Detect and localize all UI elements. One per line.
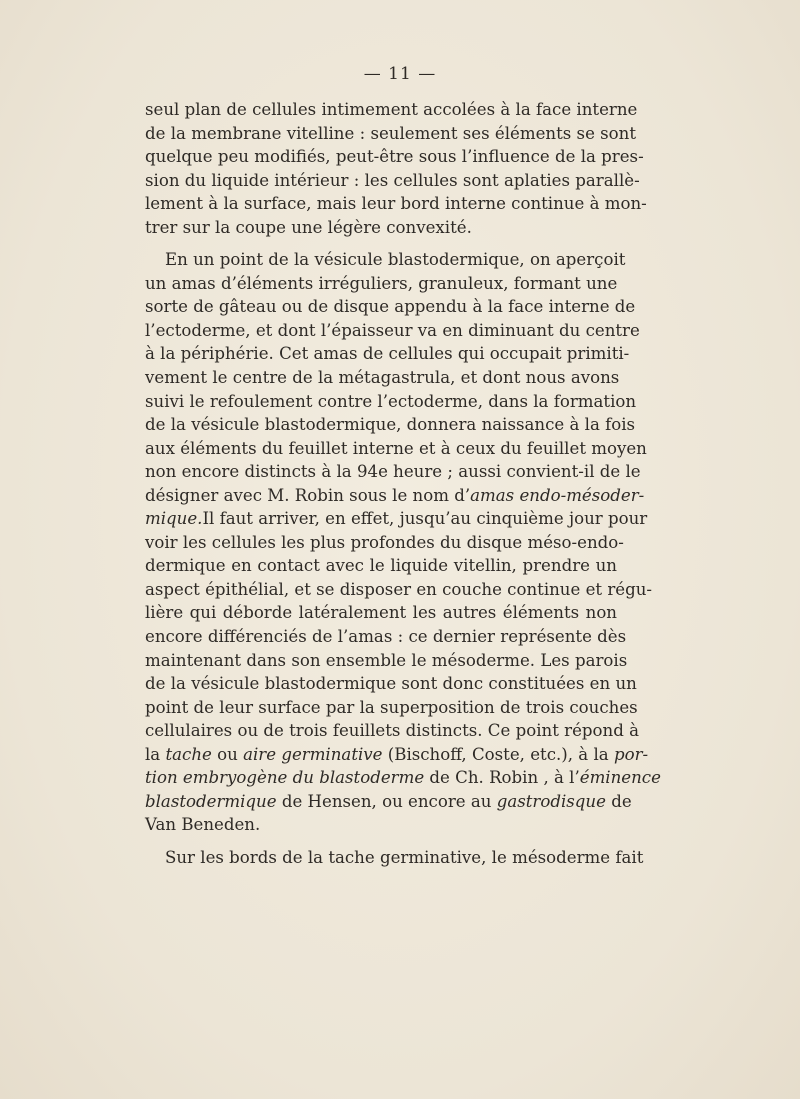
text-line (145, 507, 648, 531)
text-line: sion du liquide intérieur : les cellules sont aplaties parallè- (145, 170, 640, 190)
text-fragment: désigner avec M. Robin sous le nom d’ (145, 485, 471, 505)
italic-term: tache (165, 744, 212, 764)
text-line: suivi le refoulement contre l’ectoderme, dans la formation (145, 391, 637, 411)
text-line (145, 766, 661, 790)
italic-term: aire germinative (243, 744, 383, 764)
text-line: Van Beneden. (145, 815, 261, 835)
text-line: dermique en contact avec le liquide vitellin, prendre un (145, 556, 617, 576)
italic-term: mique. (145, 509, 203, 529)
italic-term: por- (613, 744, 649, 764)
text-line: En un point de la vésicule blastodermique, on aperçoit (165, 250, 626, 270)
text-line: un amas d’éléments irréguliers, granuleux, formant une (145, 273, 618, 293)
text-line: vement le centre de la métagastrula, et dont nous avons (145, 368, 620, 388)
text-line: de la vésicule blastodermique, donnera naissance à la fois (145, 415, 636, 435)
paragraph-3 (145, 846, 644, 870)
paragraph-2 (145, 248, 661, 837)
italic-term: gastrodisque (496, 791, 606, 811)
body-text (145, 98, 661, 870)
text-line: sorte de gâteau ou de disque appendu à la face interne de (145, 297, 636, 317)
text-line: seul plan de cellules intimement accolées à la face interne (145, 100, 638, 119)
text-line: point de leur surface par la superposition de trois couches (145, 697, 638, 717)
text-fragment: de Ch. Robin , à l’ (424, 768, 580, 788)
text-fragment: (Bischoff, Coste, etc.), à la (382, 744, 614, 764)
text-line: Sur les bords de la tache germinative, le mésoderme fait (165, 847, 644, 867)
text-line: aux éléments du feuillet interne et à ceux du feuillet moyen (145, 438, 647, 458)
text-line: aspect épithélial, et se disposer en couche continue et régu- (145, 579, 653, 599)
text-fragment: la (145, 744, 166, 764)
italic-term: éminence (579, 768, 661, 788)
text-line (145, 743, 649, 767)
text-line (145, 484, 645, 508)
italic-term: blastodermique (145, 791, 277, 811)
page-number: — 11 — (363, 64, 437, 84)
text-line: de la vésicule blastodermique sont donc constituées en un (145, 674, 637, 694)
text-fragment: ou (211, 744, 244, 764)
text-line: lement à la surface, mais leur bord interne continue à mon- (145, 194, 647, 214)
italic-term: amas endo-mésoder- (470, 485, 645, 505)
text-line: trer sur la coupe une légère convexité. (145, 217, 472, 237)
text-line: voir les cellules les plus profondes du disque méso-endo- (145, 532, 624, 552)
text-line: encore différenciés de l’amas : ce dernier représente dès (145, 627, 627, 647)
text-line: maintenant dans son ensemble le mésoderme. Les parois (145, 650, 628, 670)
paragraph-1 (145, 98, 647, 239)
text-line: non encore distincts à la 94e heure ; aussi convient-il de le (145, 462, 641, 482)
text-fragment: de (605, 791, 632, 811)
text-line (145, 790, 632, 814)
text-line: à la périphérie. Cet amas de cellules qui occupait primiti- (145, 344, 630, 364)
text-line: l’ectoderme, et dont l’épaisseur va en diminuant du centre (145, 320, 640, 340)
italic-term: tion embryogène du blastoderme (145, 768, 425, 788)
text-line: quelque peu modifiés, peut-être sous l’influence de la pres- (145, 147, 644, 167)
text-line: lière qui déborde latéralement les autres éléments non (145, 603, 617, 623)
text-fragment: de Hensen, ou encore au (276, 791, 497, 811)
text-line: cellulaires ou de trois feuillets distincts. Ce point répond à (145, 721, 639, 741)
text-fragment: Il faut arriver, en effet, jusqu’au cinquième jour pour (202, 509, 648, 529)
text-line: de la membrane vitelline : seulement ses éléments se sont (145, 123, 637, 143)
